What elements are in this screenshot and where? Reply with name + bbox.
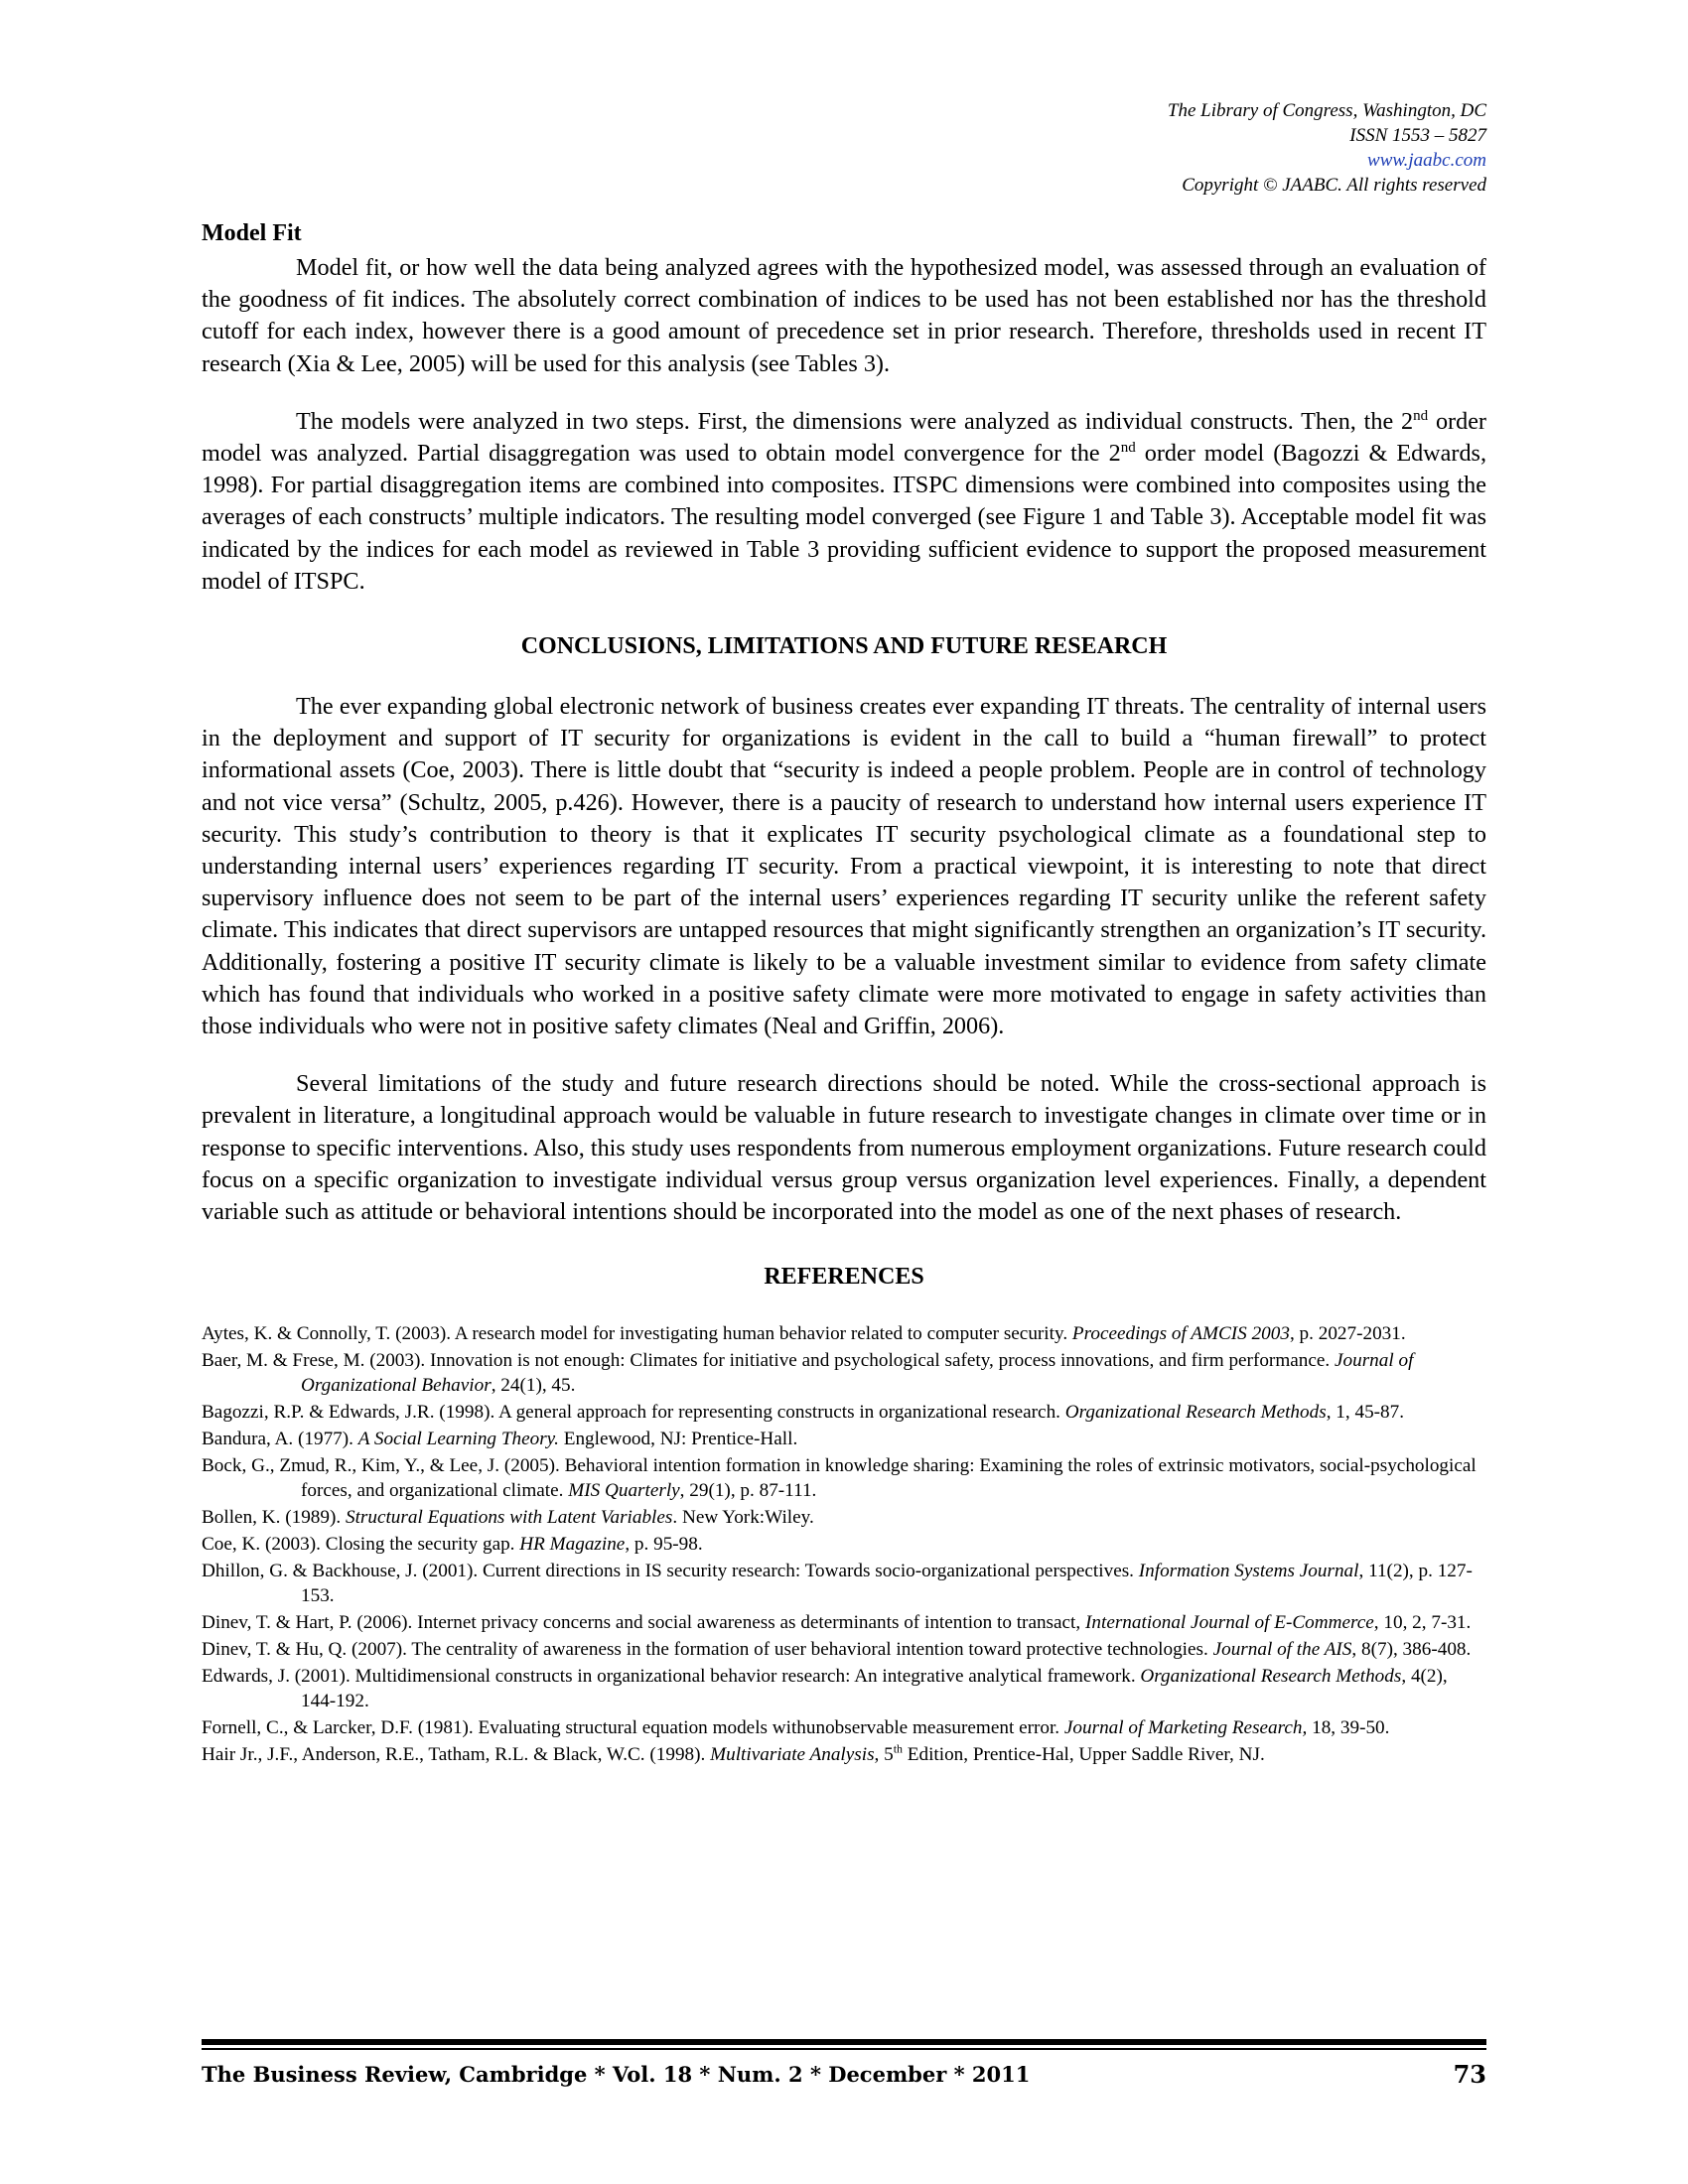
- header-line-issn: ISSN 1553 – 5827: [1349, 125, 1486, 146]
- article-content: [202, 218, 1486, 1769]
- reference-item: Bagozzi, R.P. & Edwards, J.R. (1998). A general approach for representing constructs in organizational research. Organizational Research Methods, 1, 45-87.: [202, 1402, 1405, 1424]
- text-run: The models were analyzed in two steps. First, the dimensions were analyzed as individual constructs. Then, the 2: [296, 407, 1414, 435]
- reference-item: Edwards, J. (2001). Multidimensional constructs in organizational behavior research: An integrative analytical framework. Organizational Research Methods, 4(2), 144-192.: [202, 1666, 1448, 1712]
- reference-item: Aytes, K. & Connolly, T. (2003). A research model for investigating human behavior related to computer security. Proceedings of AMCIS 2003, p. 2027-2031.: [202, 1323, 1406, 1345]
- header-line-copyright: Copyright © JAABC. All rights reserved: [1182, 175, 1486, 196]
- reference-item: Dinev, T. & Hu, Q. (2007). The centrality of awareness in the formation of user behavioral intention toward protective technologies. Journal of the AIS, 8(7), 386-408.: [202, 1639, 1472, 1661]
- reference-item: Bollen, K. (1989). Structural Equations with Latent Variables. New York:Wiley.: [202, 1507, 814, 1529]
- footer-journal-info: The Business Review, Cambridge * Vol. 18 * Num. 2 * December * 2011: [202, 2062, 1031, 2087]
- header-line-library: The Library of Congress, Washington, DC: [1167, 100, 1486, 121]
- reference-item: Dhillon, G. & Backhouse, J. (2001). Current directions in IS security research: Towards socio-organizational perspectives. Information Systems Journal, 11(2), p. 127-153.: [202, 1561, 1473, 1607]
- page-number: 73: [1453, 2060, 1486, 2089]
- conclusions-heading: CONCLUSIONS, LIMITATIONS AND FUTURE RESEARCH: [520, 633, 1168, 660]
- reference-item: Bock, G., Zmud, R., Kim, Y., & Lee, J. (2005). Behavioral intention formation in knowledge sharing: Examining the roles of extrinsic motivators, social-psychological forces, and organizational climate. MIS Quarterly, 29(1), p. 87-111.: [202, 1455, 1477, 1502]
- text-run: order model (Bagozzi & Edwards, 1998). For partial disaggregation items are combined into composites. ITSPC dimensions were combined into composites using the averages of each constructs’ multiple indicators. The resulting model converged (see Figure 1 and Table 3). Acceptable model fit was indicated by the indices for each model as reviewed in Table 3 providing sufficient evidence to support the proposed measurement model of ITSPC.: [202, 440, 1486, 595]
- journal-header: [1168, 98, 1486, 198]
- conclusions-paragraph-1: The ever expanding global electronic network of business creates ever expanding IT threats. The centrality of internal users in the deployment and support of IT security for organizations is evident in the call to build a “human firewall” to protect informational assets (Coe, 2003). There is little doubt that “security is indeed a people problem. People are in control of technology and not vice versa” (Schultz, 2005, p.426). However, there is a paucity of research to understand how internal users experience IT security. This study’s contribution to theory is that it explicates IT security psychological climate as a foundational step to understanding internal users’ experiences regarding IT security. From a practical viewpoint, it is interesting to note that direct supervisory influence does not seem to be part of the internal users’ experiences regarding IT security unlike the referent safety climate. This indicates that direct supervisors are untapped resources that might significantly strengthen an organization’s IT security. Additionally, fostering a positive IT security climate is likely to be a valuable investment similar to evidence from safety climate which has found that individuals who worked in a positive safety climate were more motivated to engage in safety activities than those individuals who were not in positive safety climates (Neal and Griffin, 2006).: [202, 693, 1486, 1040]
- model-fit-paragraph-1: Model fit, or how well the data being analyzed agrees with the hypothesized model, was assessed through an evaluation of the goodness of fit indices. The absolutely correct combination of indices to be used has not been established nor has the threshold cutoff for each index, however there is a good amount of precedence set in prior research. Therefore, thresholds used in recent IT research (Xia & Lee, 2005) will be used for this analysis (see Tables 3).: [202, 254, 1486, 377]
- journal-footer: [202, 2061, 1486, 2089]
- reference-item: Bandura, A. (1977). A Social Learning Theory. Englewood, NJ: Prentice-Hall.: [202, 1429, 798, 1450]
- conclusions-paragraph-2: Several limitations of the study and future research directions should be noted. While the cross-sectional approach is prevalent in literature, a longitudinal approach would be valuable in future research to investigate changes in climate over time or in response to specific interventions. Also, this study uses respondents from numerous employment organizations. Future research could focus on a specific organization to investigate individual versus group versus organization level experiences. Finally, a dependent variable such as attitude or behavioral intentions should be incorporated into the model as one of the next phases of research.: [202, 1070, 1486, 1226]
- reference-list: [202, 1321, 1486, 1767]
- model-fit-paragraph-2: [202, 406, 1486, 598]
- footer-rule-thin: [202, 2048, 1486, 2050]
- reference-item: Dinev, T. & Hart, P. (2006). Internet privacy concerns and social awareness as determinants of intention to transact, International Journal of E-Commerce, 10, 2, 7-31.: [202, 1612, 1472, 1634]
- footer-rule-thick: [202, 2039, 1486, 2045]
- text-run: order model was analyzed. Partial disaggregation was used to obtain model convergence for the 2: [202, 407, 1486, 468]
- reference-item: Fornell, C., & Larcker, D.F. (1981). Evaluating structural equation models withunobservable measurement error. Journal of Marketing Research, 18, 39-50.: [202, 1717, 1390, 1739]
- reference-item: Coe, K. (2003). Closing the security gap. HR Magazine, p. 95-98.: [202, 1534, 703, 1556]
- references-heading: REFERENCES: [764, 1264, 924, 1291]
- superscript: nd: [1120, 439, 1136, 456]
- model-fit-heading: Model Fit: [202, 220, 302, 246]
- superscript: nd: [1413, 407, 1429, 424]
- reference-item: Hair Jr., J.F., Anderson, R.E., Tatham, R.L. & Black, W.C. (1998). Multivariate Analysis, 5th Edition, Prentice-Hal, Upper Saddle River, NJ.: [202, 1741, 1265, 1766]
- header-website-link[interactable]: www.jaabc.com: [1367, 150, 1486, 171]
- reference-item: Baer, M. & Frese, M. (2003). Innovation is not enough: Climates for initiative and psychological safety, process innovations, and firm performance. Journal of Organizational Behavior, 24(1), 45.: [202, 1350, 1414, 1397]
